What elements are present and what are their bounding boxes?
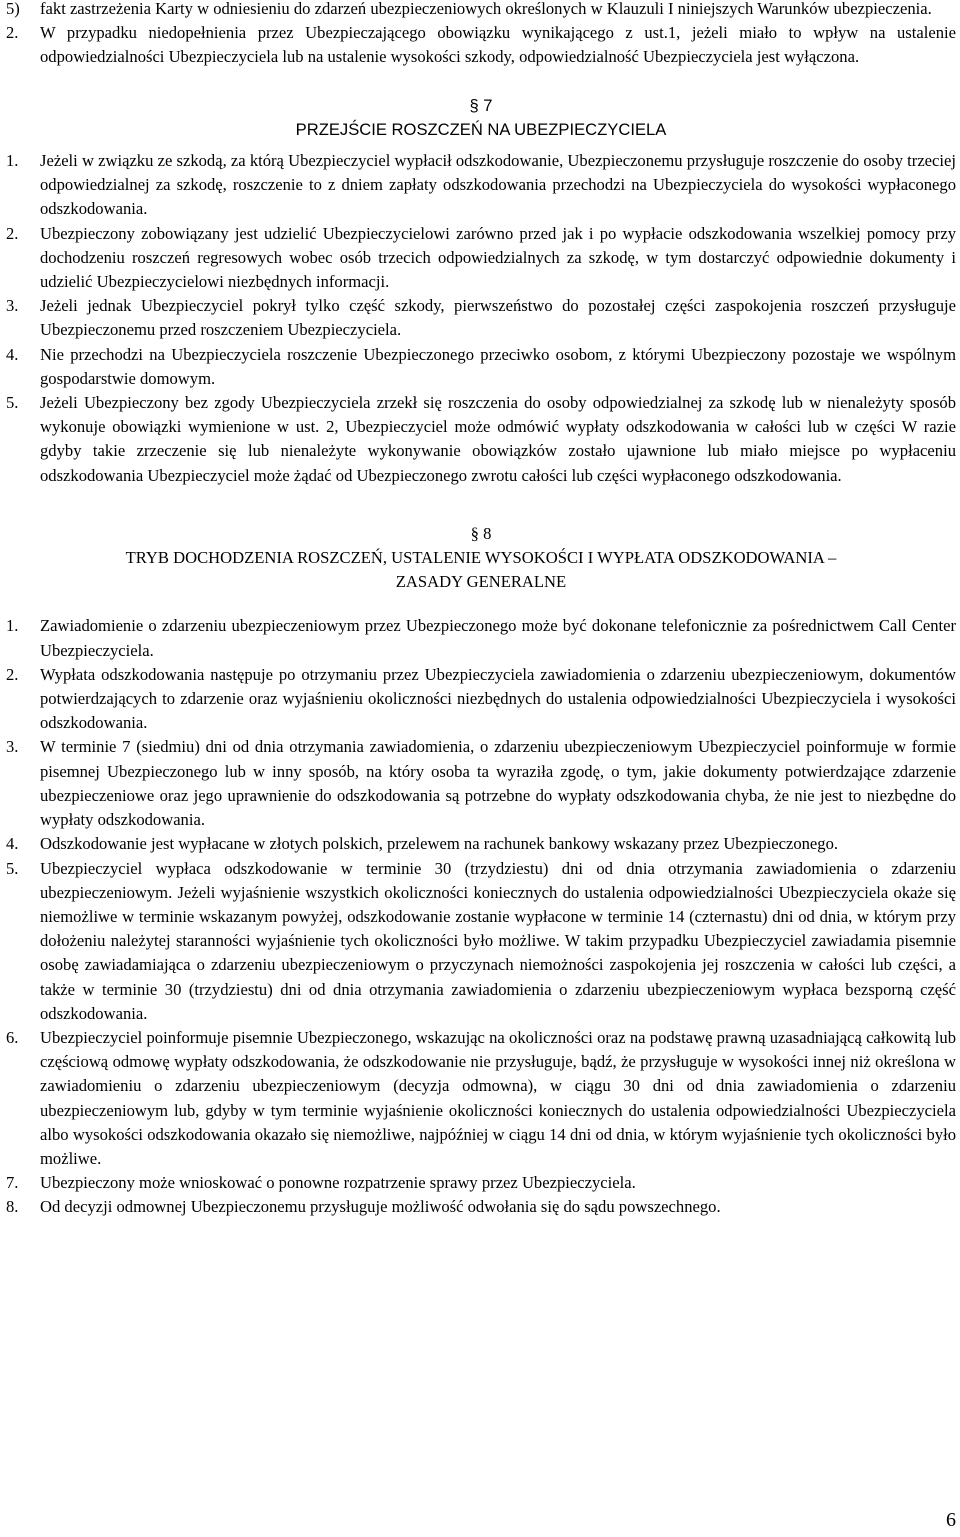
item-text: fakt zastrzeżenia Karty w odniesieniu do zdarzeń ubezpieczeniowych określonych w Klauzuli I niniejszych Warunków ubezpieczenia. [40, 0, 932, 18]
item-text: Ubezpieczyciel poinformuje pisemnie Ubezpieczonego, wskazując na okoliczności oraz na podstawę prawną uzasadniającą całkowitą lub częściową odmowę wypłaty odszkodowania, że odszkodowanie nie przysługuje, bądź, że przysługuje w wysokości innej niż określona w zawiadomieniu o zdarzeniu ubezpieczeniowym (decyzja odmowna), w ciągu 30 dni od dnia zawiadomienia o zdarzeniu ubezpieczeniowym lub, gdyby w tym terminie wyjaśnienie okoliczności koniecznych do ustalenia odpowiedzialności Ubezpieczyciela albo wysokości odszkodowania okazało się niemożliwe, najpóźniej w ciągu 14 dni od dnia, w którym wyjaśnienie tych okoliczności było możliwe. [40, 1027, 956, 1168]
spacer [6, 488, 956, 522]
list-item [6, 1171, 956, 1195]
list-item [6, 735, 956, 832]
document-page [6, 0, 956, 1220]
item-text: Ubezpieczony może wnioskować o ponowne rozpatrzenie sprawy przez Ubezpieczyciela. [40, 1173, 636, 1193]
list-item [6, 0, 956, 21]
item-number: 1. [6, 151, 19, 171]
item-number: 5. [6, 858, 19, 878]
list-item [6, 21, 956, 69]
list-item [6, 222, 956, 295]
item-number: 3. [6, 296, 19, 316]
item-text: Jeżeli jednak Ubezpieczyciel pokrył tylko część szkody, pierwszeństwo do pozostałej części zaspokojenia roszczeń przysługuje Ubezpieczonemu przed roszczeniem Ubezpieczyciela. [40, 296, 956, 340]
item-number: 1. [6, 616, 19, 636]
item-number: 4. [6, 344, 19, 364]
item-number: 5. [6, 393, 19, 413]
item-number: 8. [6, 1197, 19, 1217]
section-title: PRZEJŚCIE ROSZCZEŃ NA UBEZPIECZYCIELA [295, 119, 667, 139]
item-number: 6. [6, 1027, 19, 1047]
item-number: 5) [6, 0, 20, 18]
item-text: W przypadku niedopełnienia przez Ubezpieczającego obowiązku wynikającego z ust.1, jeżeli miało to wpływ na ustalenie odpowiedzialności Ubezpieczyciela lub na ustalenie wysokości szkody, odpowiedzialność Ubezpieczyciela jest wyłączona. [40, 23, 956, 67]
item-number: 4. [6, 834, 19, 854]
list-item [6, 663, 956, 736]
list-item [6, 1026, 956, 1171]
item-text: Jeżeli w związku ze szkodą, za którą Ubezpieczyciel wypłacił odszkodowanie, Ubezpieczonemu przysługuje roszczenie do osoby trzeciej odpowiedzialnej za szkodę, roszczenie to z dniem zapłaty odszkodowania przechodzi na Ubezpieczyciela do wysokości wypłaconego odszkodowania. [40, 151, 956, 219]
list-item [6, 1195, 956, 1219]
item-text: Zawiadomienie o zdarzeniu ubezpieczeniowym przez Ubezpieczonego może być dokonane telefonicznie za pośrednictwem Call Center Ubezpieczyciela. [40, 616, 956, 660]
item-number: 2. [6, 664, 19, 684]
list-item [6, 391, 956, 488]
item-text: Jeżeli Ubezpieczony bez zgody Ubezpieczyciela zrzekł się roszczenia do osoby odpowiedzialnej za szkodę lub w nienależyty sposób wykonuje obowiązki wymienione w ust. 2, Ubezpieczyciel może odmówić wypłaty odszkodowania w całości lub w części W razie gdyby takie zrzeczenie się lub nienależyte wykonywanie obowiązków zostało ujawnione lub miało miejsce po wypłaceniu odszkodowania Ubezpieczyciel może żądać od Ubezpieczonego zwrotu całości lub części wypłaconego odszkodowania. [40, 393, 956, 485]
list-item [6, 343, 956, 391]
item-text: Nie przechodzi na Ubezpieczyciela roszczenie Ubezpieczonego przeciwko osobom, z którymi Ubezpieczony pozostaje we wspólnym gospodarstwie domowym. [40, 344, 956, 388]
item-text: W terminie 7 (siedmiu) dni od dnia otrzymania zawiadomienia, o zdarzeniu ubezpieczeniowym Ubezpieczyciel poinformuje w formie pisemnej Ubezpieczonego lub w inny sposób, na który osoba ta wyraziła zgodę, o tym, jakie dokumenty potwierdzające zdarzenie ubezpieczeniowe oraz jego uprawnienie do odszkodowania są potrzebne do wypłaty odszkodowania chyba, że nie jest to niezbędne do wypłaty odszkodowania. [40, 737, 956, 830]
list-item [6, 614, 956, 662]
item-text: Ubezpieczyciel wypłaca odszkodowanie w terminie 30 (trzydziestu) dni od dnia otrzymania zawiadomienia o zdarzeniu ubezpieczeniowym. Jeżeli wyjaśnienie wszystkich okoliczności koniecznych do ustalenia odpowiedzialności Ubezpieczyciela okaże się niemożliwe w terminie wskazanym powyżej, odszkodowanie zostanie wypłacone w terminie 14 (czternastu) dni od dnia, w którym przy dołożeniu należytej staranności wyjaśnienie tych okoliczności było możliwe. W takim przypadku Ubezpieczyciel zawiadamia pisemnie osobę zawiadamiająca o zdarzeniu ubezpieczeniowym o przyczynach niemożności zaspokojenia jej roszczenia w całości lub części, a także w terminie 30 (trzydziestu) dni od dnia otrzymania zawiadomienia o zdarzeniu ubezpieczeniowym wypłaca bezsporną część odszkodowania. [40, 858, 956, 1023]
item-text: Wypłata odszkodowania następuje po otrzymaniu przez Ubezpieczyciela zawiadomienia o zdarzeniu ubezpieczeniowym, dokumentów potwierdzających to zdarzenie oraz wyjaśnieniu okoliczności niezbędnych do ustalenia odpowiedzialności Ubezpieczyciela i wysokości odszkodowania. [40, 664, 956, 733]
list-item [6, 857, 956, 1026]
spacer [6, 142, 956, 149]
list-item [6, 149, 956, 222]
item-number: 7. [6, 1173, 19, 1193]
section-title-line-1: TRYB DOCHODZENIA ROSZCZEŃ, USTALENIE WYSOKOŚCI I WYPŁATA ODSZKODOWANIA – [125, 548, 837, 568]
item-number: 3. [6, 737, 19, 757]
spacer [6, 594, 956, 614]
section-title-line-2: ZASADY GENERALNE [395, 572, 567, 592]
spacer [6, 70, 956, 94]
item-text: Od decyzji odmownej Ubezpieczonemu przysługuje możliwość odwołania się do sądu powszechnego. [40, 1197, 721, 1217]
list-item [6, 832, 956, 856]
item-number: 2. [6, 223, 19, 243]
item-text: Odszkodowanie jest wypłacane w złotych polskich, przelewem na rachunek bankowy wskazany przez Ubezpieczonego. [40, 834, 839, 854]
item-text: Ubezpieczony zobowiązany jest udzielić Ubezpieczycielowi zarówno przed jak i po wypłacie odszkodowania wszelkiej pomocy przy dochodzeniu roszczeń regresowych wobec osób trzecich odpowiedzialnych za szkodę, w tym dostarczyć odpowiednie dokumenty i udzielić Ubezpieczycielowi niezbędnych informacji. [40, 223, 956, 292]
page-number: 6 [946, 1509, 956, 1531]
section-number: § 8 [470, 523, 492, 543]
item-number: 2. [6, 23, 19, 43]
list-item [6, 294, 956, 342]
section-number: § 7 [469, 95, 493, 115]
